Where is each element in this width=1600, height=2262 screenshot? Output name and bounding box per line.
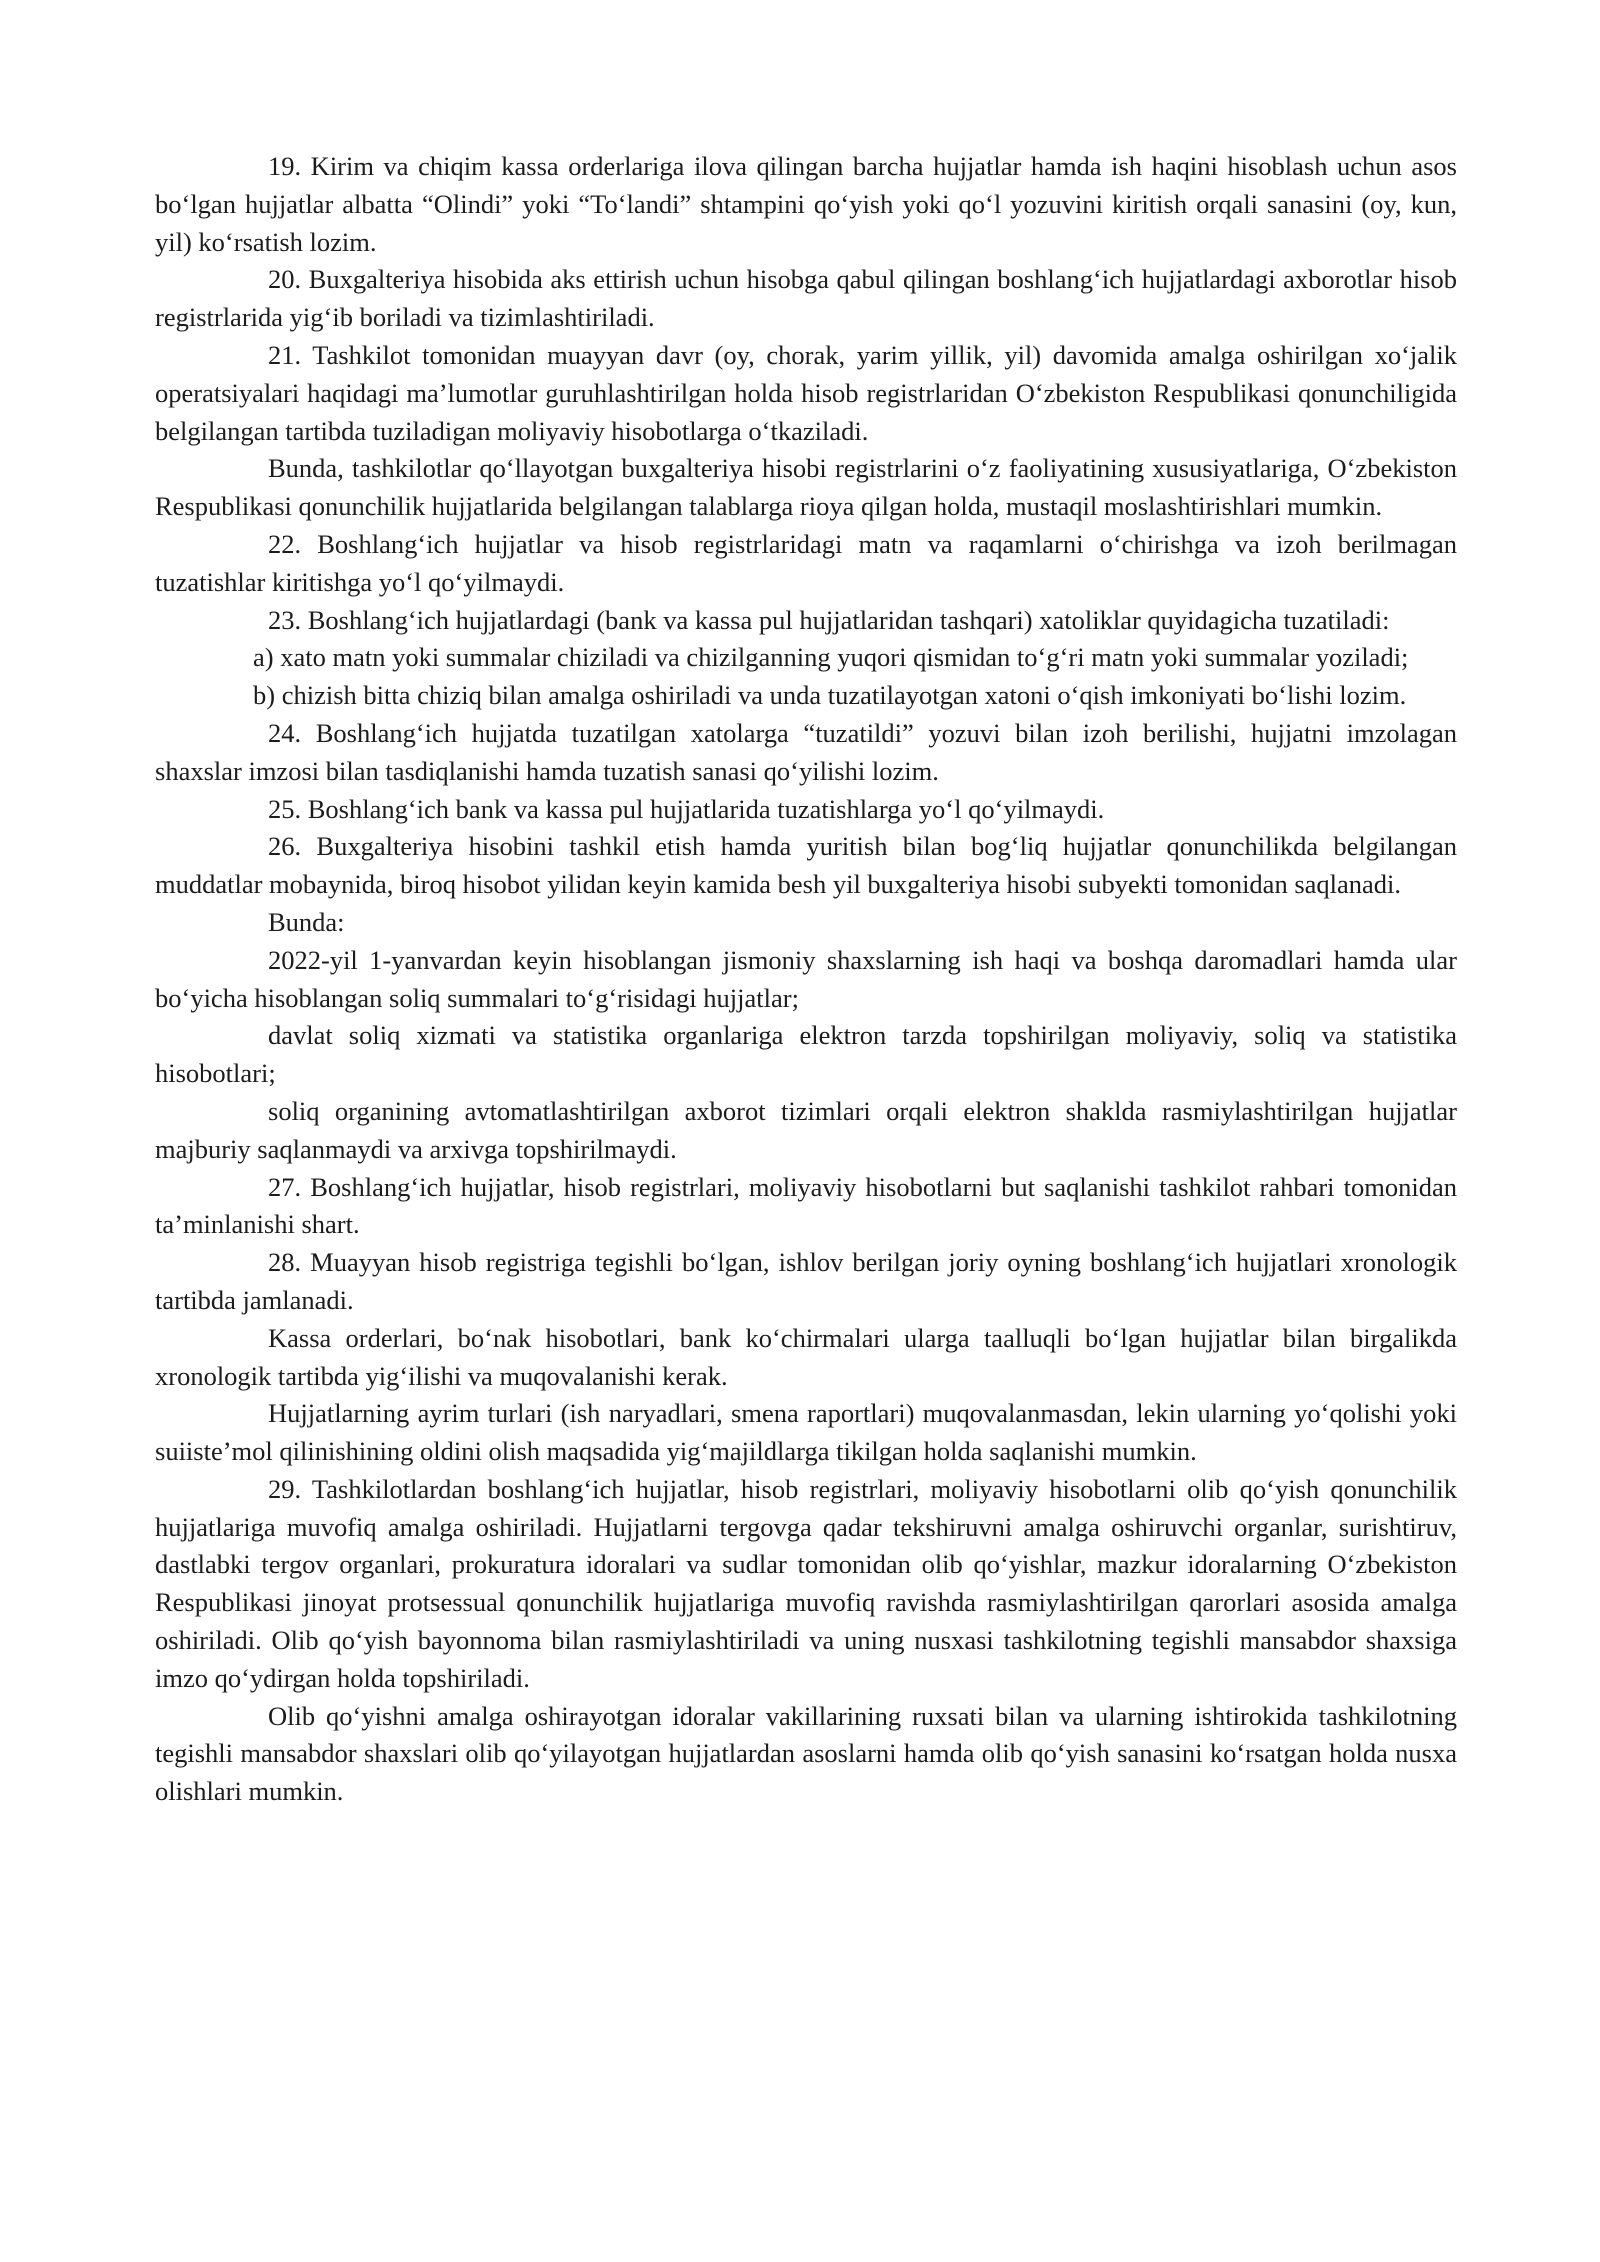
paragraph-26-item-1: 2022-yil 1-yanvardan keyin hisoblangan jismoniy shaxslarning ish haqi va boshqa daromadlari hamda ular bo‘yicha hisoblangan soliq summalari to‘g‘risidagi hujjatlar; [155, 944, 1457, 1013]
paragraph-20: 20. Buxgalteriya hisobida aks ettirish uchun hisobga qabul qilingan boshlang‘ich hujjatlardagi axborotlar hisob registrlarida yig‘ib boriladi va tizimlashtiriladi. [155, 264, 1457, 333]
paragraph-26-bunda: Bunda: [268, 906, 345, 937]
paragraph-27: 27. Boshlang‘ich hujjatlar, hisob registrlari, moliyaviy hisobotlarni but saqlanishi tashkilot rahbari tomonidan ta’minlanishi shart. [155, 1171, 1457, 1240]
paragraph-26-item-2: davlat soliq xizmati va statistika organlariga elektron tarzda topshirilgan moliyaviy, soliq va statistika hisobotlari; [155, 1020, 1457, 1089]
paragraph-22: 22. Boshlang‘ich hujjatlar va hisob registrlaridagi matn va raqamlarni o‘chirishga va izoh berilmagan tuzatishlar kiritishga yo‘l qo‘yilmaydi. [155, 528, 1457, 597]
paragraph-23-item-a: a) xato matn yoki summalar chiziladi va chizilganning yuqori qismidan to‘g‘ri matn yoki summalar yoziladi; [253, 642, 1409, 673]
paragraph-26: 26. Buxgalteriya hisobini tashkil etish hamda yuritish bilan bog‘liq hujjatlar qonunchilikda belgilangan muddatlar mobaynida, biroq hisobot yilidan keyin kamida besh yil buxgalteriya hisobi subyekti tomonidan saqlanadi. [155, 831, 1457, 900]
paragraph-25: 25. Boshlang‘ich bank va kassa pul hujjatlarida tuzatishlarga yo‘l qo‘yilmaydi. [268, 793, 1105, 824]
paragraph-19: 19. Kirim va chiqim kassa orderlariga ilova qilingan barcha hujjatlar hamda ish haqini hisoblash uchun asos bo‘lgan hujjatlar albatta “Olindi” yoki “To‘landi” shtampini qo‘yish yoki qo‘l yozuvini kiritish orqali sanasini (oy, kun, yil) ko‘rsatish lozim. [155, 151, 1457, 257]
paragraph-23: 23. Boshlang‘ich hujjatlardagi (bank va kassa pul hujjatlaridan tashqari) xatoliklar quyidagicha tuzatiladi: [268, 604, 1390, 635]
paragraph-21-continuation: Bunda, tashkilotlar qo‘llayotgan buxgalteriya hisobi registrlarini o‘z faoliyatining xususiyatlariga, O‘zbekiston Respublikasi qonunchilik hujjatlarida belgilangan talablarga rioya qilgan holda, mustaqil moslashtirishlari mumkin. [155, 453, 1457, 522]
paragraph-28: 28. Muayyan hisob registriga tegishli bo‘lgan, ishlov berilgan joriy oyning boshlang‘ich hujjatlari xronologik tartibda jamlanadi. [155, 1247, 1457, 1315]
paragraph-28-continuation-2: Hujjatlarning ayrim turlari (ish naryadlari, smena raportlari) muqovalanmasdan, lekin ularning yo‘qolishi yoki suiiste’mol qilinishining oldini olish maqsadida yig‘majildlarga tikilgan holda saqlanishi mumkin. [155, 1398, 1457, 1467]
paragraph-29: 29. Tashkilotlardan boshlang‘ich hujjatlar, hisob registrlari, moliyaviy hisobotlarni olib qo‘yish qonunchilik hujjatlariga muvofiq amalga oshiriladi. Hujjatlarni tergovga qadar tekshiruvni amalga oshiruvchi organlar, surishtiruv, dastlabki tergov organlari, prokuratura idoralari va sudlar tomonidan olib qo‘yishlar, mazkur idoralarning O‘zbekiston Respublikasi jinoyat protsessual qonunchilik hujjatlariga muvofiq ravishda rasmiylashtirilgan qarorlari asosida amalga oshiriladi. Olib qo‘yish bayonnoma bilan rasmiylashtiriladi va uning nusxasi tashkilotning tegishli mansabdor shaxsiga imzo qo‘ydirgan holda topshiriladi. [155, 1473, 1457, 1693]
paragraph-21: 21. Tashkilot tomonidan muayyan davr (oy, chorak, yarim yillik, yil) davomida amalga oshirilgan xo‘jalik operatsiyalari haqidagi ma’lumotlar guruhlashtirilgan holda hisob registrlaridan O‘zbekiston Respublikasi qonunchiligida belgilangan tartibda tuziladigan moliyaviy hisobotlarga o‘tkaziladi. [155, 339, 1457, 446]
document-page [155, 148, 1457, 1811]
paragraph-28-continuation-1: Kassa orderlari, bo‘nak hisobotlari, bank ko‘chirmalari ularga taalluqli bo‘lgan hujjatlar bilan birgalikda xronologik tartibda yig‘ilishi va muqovalanishi kerak. [155, 1322, 1457, 1391]
paragraph-26-item-3: soliq organining avtomatlashtirilgan axborot tizimlari orqali elektron shaklda rasmiylashtirilgan hujjatlar majburiy saqlanmaydi va arxivga topshirilmaydi. [155, 1095, 1457, 1164]
paragraph-24: 24. Boshlang‘ich hujjatda tuzatilgan xatolarga “tuzatildi” yozuvi bilan izoh berilishi, hujjatni imzolagan shaxslar imzosi bilan tasdiqlanishi hamda tuzatish sanasi qo‘yilishi lozim. [155, 717, 1457, 786]
paragraph-23-item-b: b) chizish bitta chiziq bilan amalga oshiriladi va unda tuzatilayotgan xatoni o‘qish imkoniyati bo‘lishi lozim. [253, 680, 1407, 711]
paragraph-29-continuation: Olib qo‘yishni amalga oshirayotgan idoralar vakillarining ruxsati bilan va ularning ishtirokida tashkilotning tegishli mansabdor shaxslari olib qo‘yilayotgan hujjatlardan asoslarni hamda olib qo‘yish sanasini ko‘rsatgan holda nusxa olishlari mumkin. [155, 1700, 1457, 1807]
